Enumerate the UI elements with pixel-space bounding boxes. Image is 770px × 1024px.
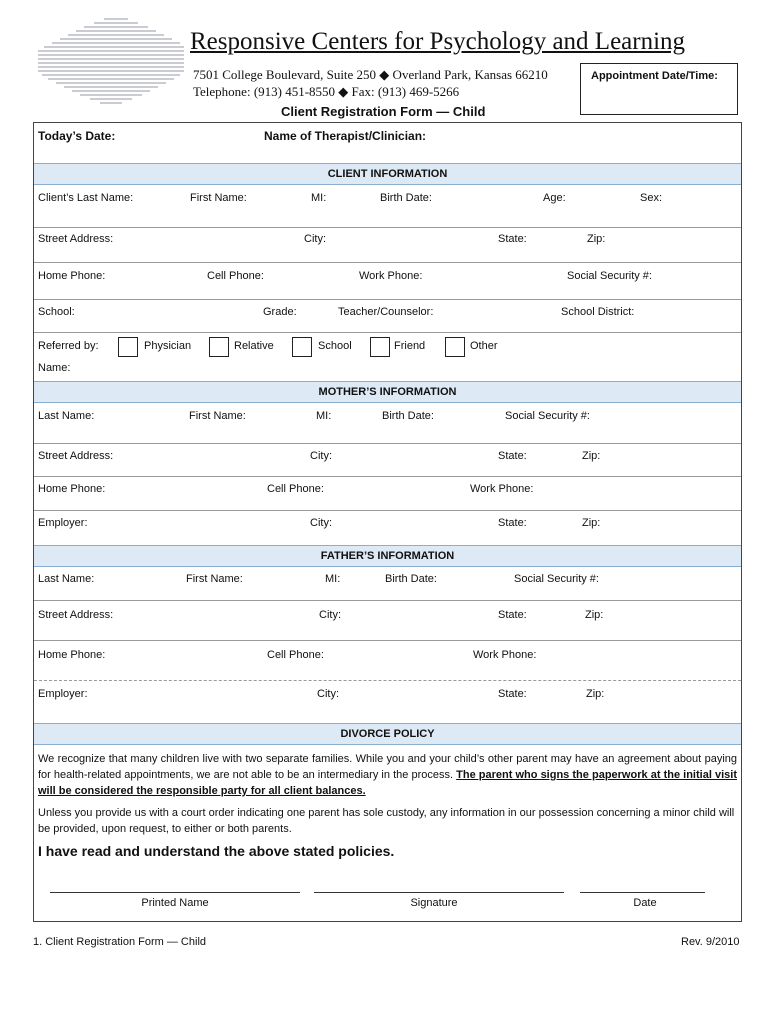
client-zip-field[interactable]: Zip: [587, 233, 606, 245]
father-work-phone-field[interactable]: Work Phone: [473, 649, 537, 661]
mother-birth-date-field[interactable]: Birth Date: [382, 410, 434, 422]
row-divider [34, 299, 741, 300]
client-home-phone-field[interactable]: Home Phone: [38, 270, 106, 282]
father-birth-date-field[interactable]: Birth Date: [385, 573, 437, 585]
row-divider [34, 600, 741, 601]
date-label: Date [633, 897, 657, 909]
row-divider [34, 510, 741, 511]
divorce-policy-emphasis: The parent who signs the paperwork at the initial visit will be considered the responsible party for all client balances. [38, 769, 737, 797]
father-last-name-field[interactable]: Last Name: [38, 573, 95, 585]
row-divider [34, 680, 741, 681]
mother-cell-phone-field[interactable]: Cell Phone: [267, 483, 324, 495]
divorce-policy-text: We recognize that many children live with two separate families. While you and your child’s other parent may have an agreement about paying for health-related appointments, we are not able to be an intermediary in the process. [38, 753, 737, 781]
referred-by-label: Referred by: [38, 340, 99, 352]
mother-mi-field[interactable]: MI: [316, 410, 332, 422]
footer-revision: Rev. 9/2010 [681, 936, 740, 948]
father-employer-zip-field[interactable]: Zip: [586, 688, 605, 700]
father-employer-state-field[interactable]: State: [498, 688, 527, 700]
therapist-field[interactable]: Name of Therapist/Clinician: [264, 129, 427, 143]
client-last-name-field[interactable]: Client’s Last Name: [38, 192, 134, 204]
father-state-field[interactable]: State: [498, 609, 527, 621]
mother-home-phone-field[interactable]: Home Phone: [38, 483, 106, 495]
client-district-field[interactable]: School District: [561, 306, 635, 318]
client-ssn-field[interactable]: Social Security #: [567, 270, 652, 282]
mother-city-field[interactable]: City: [310, 450, 332, 462]
mother-employer-state-field[interactable]: State: [498, 517, 527, 529]
policy-acknowledgement: I have read and understand the above stated policies. [38, 843, 395, 859]
client-section-header: CLIENT INFORMATION [34, 163, 741, 185]
referral-physician-label: Physician [144, 340, 192, 352]
father-employer-field[interactable]: Employer: [38, 688, 88, 700]
client-first-name-field[interactable]: First Name: [190, 192, 247, 204]
row-divider [34, 640, 741, 641]
client-teacher-field[interactable]: Teacher/Counselor: [338, 306, 434, 318]
father-zip-field[interactable]: Zip: [585, 609, 604, 621]
client-work-phone-field[interactable]: Work Phone: [359, 270, 423, 282]
referral-relative-checkbox[interactable] [209, 337, 229, 357]
mother-employer-field[interactable]: Employer: [38, 517, 88, 529]
client-state-field[interactable]: State: [498, 233, 527, 245]
signature-line[interactable] [314, 892, 564, 893]
referral-other-checkbox[interactable] [445, 337, 465, 357]
client-cell-phone-field[interactable]: Cell Phone: [207, 270, 264, 282]
footer-form-name: 1. Client Registration Form — Child [33, 936, 207, 948]
referral-school-checkbox[interactable] [292, 337, 312, 357]
referral-friend-checkbox[interactable] [370, 337, 390, 357]
organization-name: Responsive Centers for Psychology and Learning [190, 28, 686, 55]
mother-street-field[interactable]: Street Address: [38, 450, 114, 462]
appointment-label: Appointment Date/Time: [591, 70, 718, 82]
row-divider [34, 227, 741, 228]
printed-name-line[interactable] [50, 892, 300, 893]
mother-section-header: MOTHER’S INFORMATION [34, 381, 741, 403]
todays-date-field[interactable]: Today’s Date: [38, 129, 116, 143]
row-divider [34, 332, 741, 333]
row-divider [34, 262, 741, 263]
father-street-field[interactable]: Street Address: [38, 609, 114, 621]
father-home-phone-field[interactable]: Home Phone: [38, 649, 106, 661]
mother-employer-zip-field[interactable]: Zip: [582, 517, 601, 529]
client-city-field[interactable]: City: [304, 233, 326, 245]
printed-name-label: Printed Name [141, 897, 209, 909]
row-divider [34, 443, 741, 444]
signature-label: Signature [410, 897, 458, 909]
divorce-section-header: DIVORCE POLICY [34, 723, 741, 745]
father-section-header: FATHER’S INFORMATION [34, 545, 741, 567]
referral-other-label: Other [470, 340, 498, 352]
father-city-field[interactable]: City: [319, 609, 341, 621]
mother-employer-city-field[interactable]: City: [310, 517, 332, 529]
client-grade-field[interactable]: Grade: [263, 306, 297, 318]
mother-first-name-field[interactable]: First Name: [189, 410, 246, 422]
appointment-box[interactable] [580, 63, 738, 115]
phone-line: Telephone: (913) 451-8550 ◆ Fax: (913) 469-5266 [193, 84, 460, 99]
form-title: Client Registration Form — Child [281, 104, 486, 119]
mother-zip-field[interactable]: Zip: [582, 450, 601, 462]
date-line[interactable] [580, 892, 705, 893]
client-mi-field[interactable]: MI: [311, 192, 327, 204]
mother-state-field[interactable]: State: [498, 450, 527, 462]
father-cell-phone-field[interactable]: Cell Phone: [267, 649, 324, 661]
referral-school-label: School [318, 340, 352, 352]
client-birth-date-field[interactable]: Birth Date: [380, 192, 432, 204]
mother-last-name-field[interactable]: Last Name: [38, 410, 95, 422]
organization-logo [36, 16, 186, 111]
referral-name-field[interactable]: Name: [38, 362, 71, 374]
organization-address [193, 66, 548, 100]
client-school-field[interactable]: School: [38, 306, 75, 318]
client-age-field[interactable]: Age: [543, 192, 566, 204]
father-mi-field[interactable]: MI: [325, 573, 341, 585]
father-employer-city-field[interactable]: City: [317, 688, 339, 700]
custody-policy-paragraph: Unless you provide us with a court order indicating one parent has sole custody, any information in our possession concerning a minor child will be provided, upon request, to either or both parents. [38, 807, 735, 835]
referral-relative-label: Relative [234, 340, 274, 352]
row-divider [34, 476, 741, 477]
client-sex-field[interactable]: Sex: [640, 192, 663, 204]
mother-work-phone-field[interactable]: Work Phone: [470, 483, 534, 495]
client-street-field[interactable]: Street Address: [38, 233, 114, 245]
father-first-name-field[interactable]: First Name: [186, 573, 243, 585]
father-ssn-field[interactable]: Social Security #: [514, 573, 599, 585]
address-line: 7501 College Boulevard, Suite 250 ◆ Overland Park, Kansas 66210 [193, 67, 548, 82]
divorce-policy-paragraph [38, 751, 737, 799]
mother-ssn-field[interactable]: Social Security #: [505, 410, 590, 422]
referral-friend-label: Friend [394, 340, 426, 352]
referral-physician-checkbox[interactable] [118, 337, 138, 357]
form-frame [33, 122, 742, 922]
